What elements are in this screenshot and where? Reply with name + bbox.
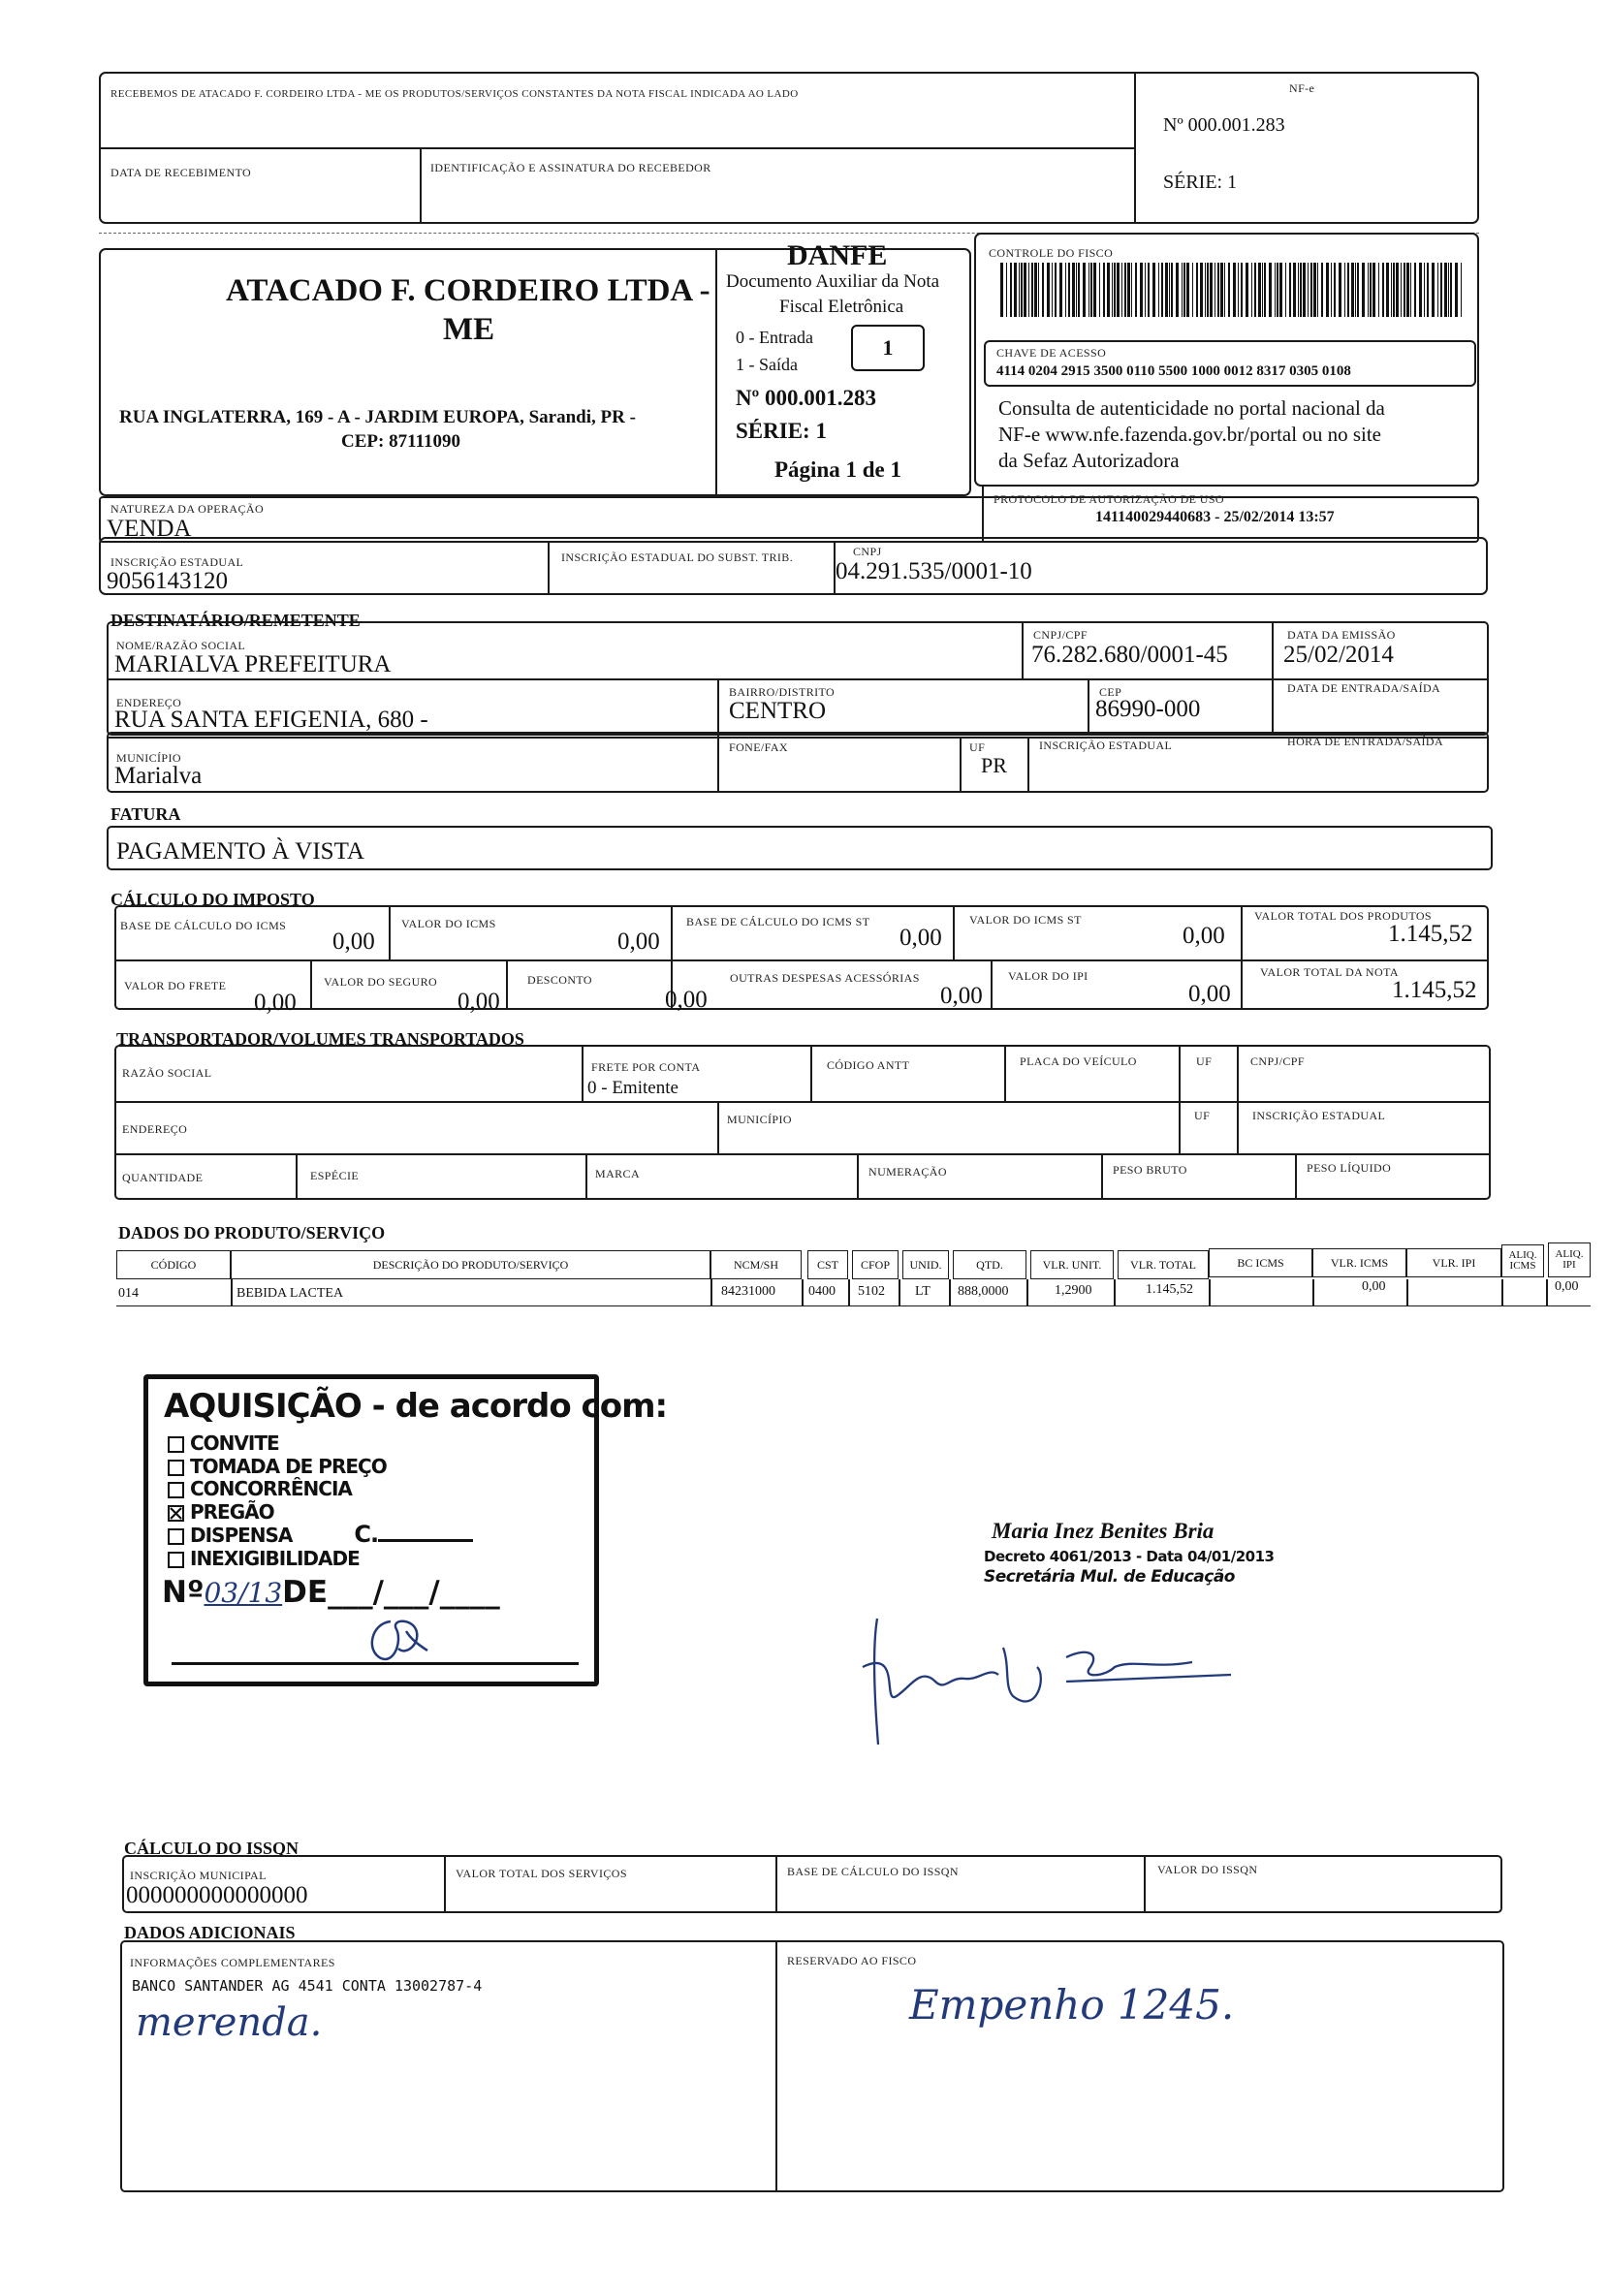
dest-cnpj-value: 76.282.680/0001-45 [1031, 642, 1228, 668]
row-v1 [231, 1279, 233, 1306]
stamp-option-pregao [168, 1501, 473, 1525]
danfe-tipo: 1 [882, 335, 894, 360]
tr-placa-label: PLACA DO VEÍCULO [1020, 1054, 1137, 1068]
checkbox-tomada [168, 1460, 184, 1476]
table-row [116, 1279, 1591, 1306]
dest-vline2 [1272, 621, 1274, 736]
tr-marca-label: MARCA [595, 1167, 641, 1180]
th-vlr-ipi: VLR. IPI [1406, 1248, 1501, 1277]
produtos-section: DADOS DO PRODUTO/SERVIÇO [118, 1223, 386, 1242]
seguro-label: VALOR DO SEGURO [324, 975, 438, 989]
total-nota-value: 1.145,52 [1392, 977, 1477, 1003]
emitente-name-line2: ME [443, 312, 495, 347]
frete-value: 0,00 [254, 990, 297, 1016]
cell-descricao: BEBIDA LACTEA [237, 1286, 344, 1301]
emitente-name-line1: ATACADO F. CORDEIRO LTDA - [226, 273, 710, 308]
th-cfop: CFOP [852, 1250, 899, 1279]
row-v13 [1546, 1279, 1548, 1306]
danfe-serie: SÉRIE: 1 [736, 419, 827, 443]
row-v4 [848, 1279, 850, 1306]
stamp-c-line [378, 1539, 473, 1542]
issqn-v3 [1144, 1855, 1146, 1913]
barcode [1000, 263, 1464, 317]
dest-uf-value: PR [981, 753, 1007, 777]
barcode-graphic [1000, 263, 1464, 317]
cell-vlr-ipi: 0,00 [1362, 1279, 1386, 1294]
imp-v7 [991, 959, 993, 1010]
th-aliq-icms: ALIQ. ICMS [1501, 1244, 1544, 1277]
dest-nome-value: MARIALVA PREFEITURA [114, 651, 392, 677]
dest-bairro-value: CENTRO [729, 698, 826, 724]
dest-bairro-label: BAIRRO/DISTRITO [729, 685, 836, 699]
destinatario-section: DESTINATÁRIO/REMETENTE [110, 611, 361, 630]
dest-emissao-label: DATA DA EMISSÃO [1287, 628, 1396, 642]
row-v3 [802, 1279, 804, 1306]
dest-endereco-value: RUA SANTA EFIGENIA, 680 - [114, 707, 428, 733]
tr-peso-liquido-label: PESO LÍQUIDO [1307, 1161, 1392, 1175]
outras-value: 0,00 [940, 983, 983, 1009]
stamp-option-inexigibilidade [168, 1548, 473, 1571]
consulta-line1: Consulta de autenticidade no portal nacional da [998, 396, 1385, 420]
imp-v5 [310, 959, 312, 1010]
imp-v1 [389, 905, 391, 959]
tr-ie-label: INSCRIÇÃO ESTADUAL [1252, 1109, 1386, 1122]
th-qtd: QTD. [953, 1250, 1026, 1279]
issqn-base-label: BASE DE CÁLCULO DO ISSQN [787, 1865, 959, 1878]
protocolo-label: PROTOCOLO DE AUTORIZAÇÃO DE USO [994, 492, 1224, 506]
dest-hora-label: HORA DE ENTRADA/SAÍDA [1287, 735, 1444, 748]
canhoto-vline [420, 147, 422, 224]
protocolo-value: 141140029440683 - 25/02/2014 13:57 [1095, 509, 1335, 525]
danfe-title: DANFE [787, 239, 888, 271]
imposto-section: CÁLCULO DO IMPOSTO [110, 890, 315, 909]
row-v11 [1406, 1279, 1408, 1306]
natureza-divider [982, 485, 984, 543]
canhoto-serie: SÉRIE: 1 [1163, 172, 1238, 193]
danfe-pagina: Página 1 de 1 [774, 457, 901, 482]
adicionais-divider [775, 1940, 777, 2192]
tr-v3 [1004, 1045, 1006, 1101]
tr-frete-label: FRETE POR CONTA [591, 1060, 701, 1074]
danfe-saida: 1 - Saída [736, 355, 798, 374]
base-icms-st-value: 0,00 [899, 925, 942, 951]
tr-v5 [1237, 1045, 1239, 1153]
tr-v1 [582, 1045, 584, 1101]
base-icms-st-label: BASE DE CÁLCULO DO ICMS ST [686, 915, 870, 928]
danfe-entrada: 0 - Entrada [736, 328, 813, 347]
tr-peso-bruto-label: PESO BRUTO [1113, 1163, 1187, 1177]
total-produtos-label: VALOR TOTAL DOS PRODUTOS [1254, 909, 1433, 923]
dest-cep-label: CEP [1099, 685, 1122, 699]
cell-cfop: 5102 [858, 1284, 885, 1299]
cell-unid: LT [915, 1284, 931, 1299]
checkbox-pregao-checked [168, 1505, 184, 1522]
cell-qtd: 888,0000 [958, 1284, 1009, 1299]
fatura-value: PAGAMENTO À VISTA [116, 838, 364, 865]
stamp-option-convite [168, 1432, 473, 1456]
tr-v7 [296, 1153, 298, 1200]
checkbox-inexigibilidade [168, 1552, 184, 1568]
imp-v4 [1241, 905, 1243, 1010]
danfe-tipo-box [851, 325, 925, 371]
stamp-initials [352, 1612, 439, 1680]
canhoto-hline [99, 147, 1134, 149]
dest-vline1 [1022, 621, 1024, 678]
stamp-c-label: C. [354, 1521, 379, 1548]
tr-municipio-label: MUNICÍPIO [727, 1113, 792, 1126]
nfe-label: NF-e [1289, 81, 1315, 95]
dest-entrada-saida-label: DATA DE ENTRADA/SAÍDA [1287, 681, 1441, 695]
canhoto-numero: Nº 000.001.283 [1163, 114, 1285, 136]
danfe-subtitle-line1: Documento Auxiliar da Nota [726, 271, 940, 292]
cell-codigo: 014 [118, 1286, 139, 1301]
chave-value: 4114 0204 2915 3500 0110 5500 1000 0012 8317 0305 0108 [996, 363, 1351, 379]
adicionais-section: DADOS ADICIONAIS [124, 1923, 296, 1942]
ie-label: INSCRIÇÃO ESTADUAL [110, 555, 244, 569]
tr-quantidade-label: QUANTIDADE [122, 1171, 204, 1184]
stamp-option-label: PREGÃO [190, 1499, 274, 1524]
base-icms-value: 0,00 [332, 928, 375, 955]
dest-municipio-value: Marialva [114, 763, 203, 789]
stamp-date-line: ___/___/____ [328, 1575, 500, 1610]
base-icms-label: BASE DE CÁLCULO DO ICMS [120, 919, 287, 932]
checkbox-dispensa [168, 1528, 184, 1545]
tr-v2 [810, 1045, 812, 1101]
signature-stamp [984, 1519, 1313, 1587]
ie-value: 9056143120 [107, 568, 228, 594]
stamp-options [168, 1432, 473, 1570]
th-bc-icms: BC ICMS [1209, 1248, 1312, 1277]
frete-label: VALOR DO FRETE [124, 979, 227, 992]
dest-nome-label: NOME/RAZÃO SOCIAL [116, 639, 246, 652]
stamp-numero-prefix: Nº [162, 1575, 205, 1610]
stamp-title: AQUISIÇÃO - de acordo com: [164, 1387, 668, 1426]
valor-icms-st-label: VALOR DO ICMS ST [969, 913, 1082, 927]
cell-ncm: 84231000 [721, 1284, 775, 1299]
danfe-subtitle-line2: Fiscal Eletrônica [779, 297, 904, 317]
tr-v11 [1295, 1153, 1297, 1200]
issqn-v1 [444, 1855, 446, 1913]
cell-aliq-ipi: 0,00 [1555, 1279, 1579, 1294]
seguro-value: 0,00 [457, 989, 500, 1015]
signature-stamp-role: Secretária Mul. de Educação [984, 1567, 1235, 1587]
canhoto-divider [1134, 72, 1136, 224]
stamp-numero: 03/13 [204, 1577, 283, 1609]
issqn-v2 [775, 1855, 777, 1913]
dest-fone-label: FONE/FAX [729, 740, 788, 754]
dest-emissao-value: 25/02/2014 [1283, 642, 1394, 668]
tr-razao-label: RAZÃO SOCIAL [122, 1066, 212, 1080]
stamp-option-concorrencia [168, 1478, 473, 1501]
stamp-option-label: CONCORRÊNCIA [190, 1477, 352, 1500]
tr-v8 [585, 1153, 587, 1200]
th-aliq-ipi-visible: ALIQ. IPI [1548, 1242, 1591, 1277]
dest-hline1 [107, 678, 1489, 680]
row-v6 [949, 1279, 951, 1306]
th-codigo: CÓDIGO [116, 1250, 231, 1279]
controle-fisco-label: CONTROLE DO FISCO [989, 246, 1114, 260]
emitente-address-line2: CEP: 87111090 [341, 431, 460, 452]
issqn-box [122, 1855, 1502, 1913]
th-ncm: NCM/SH [710, 1250, 802, 1279]
tr-uf2-label: UF [1194, 1109, 1211, 1122]
stamp-option-label: INEXIGIBILIDADE [190, 1546, 360, 1570]
tr-v9 [857, 1153, 859, 1200]
valor-icms-value: 0,00 [617, 928, 660, 955]
total-produtos-value: 1.145,52 [1388, 921, 1473, 947]
stamp-option-dispensa [168, 1521, 473, 1548]
dest-uf-label: UF [969, 740, 986, 754]
natureza-label: NATUREZA DA OPERAÇÃO [110, 502, 265, 516]
tr-h1 [114, 1101, 1491, 1103]
th-vlr-unit: VLR. UNIT. [1030, 1250, 1114, 1279]
valor-icms-label: VALOR DO ICMS [401, 917, 496, 930]
aquisicao-stamp [143, 1374, 668, 1686]
inscricao-box [99, 537, 1488, 595]
th-unid: UNID. [902, 1250, 949, 1279]
tr-uf-label: UF [1196, 1054, 1213, 1068]
th-vlr-icms: VLR. ICMS [1312, 1248, 1406, 1277]
handwritten-fisco: Empenho 1245. [909, 1981, 1235, 2029]
dest-municipio-label: MUNICÍPIO [116, 751, 181, 765]
imp-v6 [506, 959, 508, 1010]
issqn-section: CÁLCULO DO ISSQN [124, 1839, 300, 1858]
inscricao-divider1 [548, 543, 550, 595]
stamp-de-label: DE [282, 1575, 329, 1610]
dest-cnpj-label: CNPJ/CPF [1033, 628, 1088, 642]
consulta-line2: NF-e www.nfe.fazenda.gov.br/portal ou no site [998, 423, 1381, 446]
tr-especie-label: ESPÉCIE [310, 1169, 360, 1182]
fatura-section: FATURA [110, 804, 181, 824]
emitente-address-line1: RUA INGLATERRA, 169 - A - JARDIM EUROPA, Sarandi, PR - [119, 407, 636, 427]
chave-label: CHAVE DE ACESSO [996, 346, 1107, 360]
dest-vline4 [1088, 678, 1089, 736]
row-v7 [1026, 1279, 1028, 1306]
ipi-value: 0,00 [1188, 981, 1231, 1007]
info-value: BANCO SANTANDER AG 4541 CONTA 13002787-4 [132, 1977, 483, 1995]
row-v10 [1312, 1279, 1314, 1306]
row-v2 [710, 1279, 712, 1306]
tr-numeracao-label: NUMERAÇÃO [868, 1165, 947, 1179]
stamp-option-tomada [168, 1456, 473, 1479]
issqn-total-servicos-label: VALOR TOTAL DOS SERVIÇOS [456, 1867, 627, 1880]
stamp-option-label: DISPENSA [190, 1524, 293, 1547]
data-recebimento-label: DATA DE RECEBIMENTO [110, 166, 252, 179]
stamp-option-label: TOMADA DE PREÇO [190, 1454, 387, 1478]
identificacao-label: IDENTIFICAÇÃO E ASSINATURA DO RECEBEDOR [430, 161, 711, 174]
outras-label: OUTRAS DESPESAS ACESSÓRIAS [730, 971, 920, 985]
consulta-line3: da Sefaz Autorizadora [998, 449, 1180, 472]
dest-ie-label: INSCRIÇÃO ESTADUAL [1039, 739, 1173, 752]
stamp-option-label: CONVITE [190, 1431, 279, 1455]
handwritten-signature [843, 1609, 1231, 1754]
imp-v3 [953, 905, 955, 959]
cell-vlr-total: 1.145,52 [1146, 1282, 1193, 1297]
checkbox-concorrencia [168, 1482, 184, 1498]
tr-endereco-label: ENDEREÇO [122, 1122, 188, 1136]
imposto-hline [114, 959, 1489, 961]
danfe-numero: Nº 000.001.283 [736, 386, 876, 410]
produtos-table [116, 1242, 1584, 1310]
cell-vlr-unit: 1,2900 [1055, 1283, 1092, 1298]
tr-v6 [717, 1101, 719, 1153]
cell-cst: 0400 [808, 1284, 836, 1299]
issqn-im-value: 000000000000000 [126, 1882, 308, 1908]
row-v9 [1209, 1279, 1211, 1306]
total-nota-label: VALOR TOTAL DA NOTA [1260, 965, 1399, 979]
row-v5 [899, 1279, 900, 1306]
row-v8 [1114, 1279, 1116, 1306]
th-vlr-total: VLR. TOTAL [1118, 1250, 1209, 1279]
row-v12 [1501, 1279, 1503, 1306]
handwritten-info: merenda. [136, 2000, 323, 2045]
desconto-value: 0,00 [665, 987, 708, 1013]
ipi-label: VALOR DO IPI [1008, 969, 1088, 983]
natureza-value: VENDA [107, 516, 192, 542]
info-label: INFORMAÇÕES COMPLEMENTARES [130, 1956, 335, 1969]
signature-stamp-name: Maria Inez Benites Bria [992, 1519, 1215, 1543]
signature-stamp-decree: Decreto 4061/2013 - Data 04/01/2013 [984, 1548, 1275, 1565]
tr-h2 [114, 1153, 1491, 1155]
tr-cnpj-label: CNPJ/CPF [1250, 1054, 1305, 1068]
cnpj-emitente-label: CNPJ [853, 545, 882, 558]
stamp-numero-row [162, 1575, 500, 1610]
dest-bottom-box [107, 732, 1489, 793]
th-cst: CST [807, 1250, 848, 1279]
emitente-divider [715, 248, 717, 496]
ie-st-label: INSCRIÇÃO ESTADUAL DO SUBST. TRIB. [561, 550, 794, 564]
canhoto-received-text: RECEBEMOS DE ATACADO F. CORDEIRO LTDA - ME OS PRODUTOS/SERVIÇOS CONSTANTES DA NOTA FISCAL INDICADA AO LADO [110, 88, 799, 100]
tr-frete-value: 0 - Emitente [587, 1078, 678, 1098]
issqn-im-label: INSCRIÇÃO MUNICIPAL [130, 1869, 267, 1882]
tr-v4 [1179, 1045, 1181, 1153]
checkbox-convite [168, 1436, 184, 1453]
fisco-label: RESERVADO AO FISCO [787, 1954, 917, 1967]
cnpj-emitente-value: 04.291.535/0001-10 [836, 558, 1032, 584]
transportador-section: TRANSPORTADOR/VOLUMES TRANSPORTADOS [116, 1029, 524, 1049]
tr-v10 [1101, 1153, 1103, 1200]
th-descricao: DESCRIÇÃO DO PRODUTO/SERVIÇO [231, 1250, 710, 1279]
issqn-valor-label: VALOR DO ISSQN [1157, 1863, 1258, 1876]
valor-icms-st-value: 0,00 [1183, 923, 1225, 949]
dest-cep-value: 86990-000 [1095, 696, 1201, 722]
desconto-label: DESCONTO [527, 973, 592, 987]
tr-antt-label: CÓDIGO ANTT [827, 1058, 910, 1072]
dest-endereco-label: ENDEREÇO [116, 696, 182, 709]
